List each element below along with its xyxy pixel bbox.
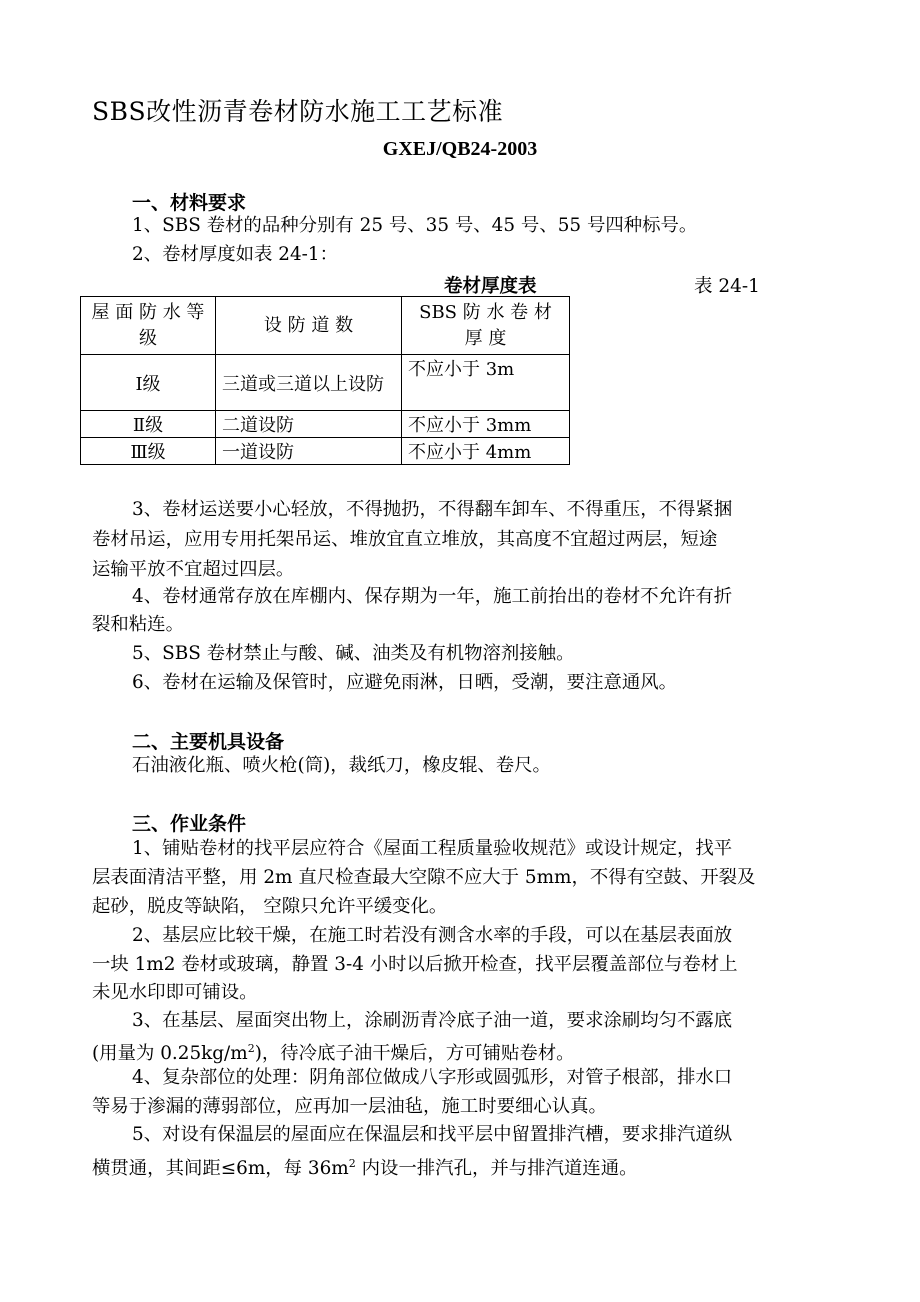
paragraph-line: 未见水印即可铺设。 — [92, 982, 258, 1003]
table-row — [81, 411, 570, 438]
document-title: SBS改性沥青卷材防水施工工艺标准 — [92, 97, 504, 126]
table-cell: Ⅲ级 — [81, 438, 216, 465]
table-number: 表 24-1 — [694, 276, 760, 297]
paragraph-line: 5、对设有保温层的屋面应在保温层和找平层中留置排汽槽，要求排汽道纵 — [132, 1124, 733, 1145]
paragraph-line: 4、复杂部位的处理：阴角部位做成八字形或圆弧形，对管子根部，排水口 — [132, 1067, 733, 1088]
table-cell: 三道或三道以上设防 — [216, 355, 402, 411]
text-run: (用量为 0.25kg/m — [92, 1043, 248, 1065]
section-heading-materials: 一、材料要求 — [132, 192, 247, 214]
paragraph-line: 2、卷材厚度如表 24-1： — [132, 244, 338, 265]
paragraph-line: 等易于渗漏的薄弱部位，应再加一层油毡，施工时要细心认真。 — [92, 1096, 607, 1117]
table-cell: 一道设防 — [216, 438, 402, 465]
section-heading-conditions: 三、作业条件 — [132, 813, 247, 835]
paragraph-line: 起砂，脱皮等缺陷， 空隙只允许平缓变化。 — [92, 896, 448, 917]
table-caption: 卷材厚度表 — [444, 276, 537, 297]
table-cell: Ⅱ级 — [81, 411, 216, 438]
table-header-cell: 设 防 道 数 — [216, 297, 402, 355]
paragraph-line: 1、铺贴卷材的找平层应符合《屋面工程质量验收规范》或设计规定，找平 — [132, 838, 733, 859]
paragraph-line: 层表面清洁平整，用 2m 直尺检查最大空隙不应大于 5mm，不得有空鼓、开裂及 — [92, 867, 756, 888]
thickness-table — [80, 296, 570, 465]
paragraph-line: 一块 1m2 卷材或玻璃，静置 3-4 小时以后掀开检查，找平层覆盖部位与卷材上 — [92, 954, 738, 975]
table-row — [81, 355, 570, 411]
table-cell: 不应小于 4mm — [402, 438, 570, 465]
paragraph-line: 1、SBS 卷材的品种分别有 25 号、35 号、45 号、55 号四种标号。 — [132, 215, 698, 236]
text-run: 横贯通，其间距≤6m，每 36m — [92, 1158, 349, 1180]
text-run: )，待冷底子油干燥后，方可铺贴卷材。 — [254, 1043, 575, 1065]
paragraph-line — [92, 1149, 637, 1184]
table-header-cell: 屋 面 防 水 等 级 — [81, 297, 216, 355]
table-cell: 不应小于 3mm — [402, 411, 570, 438]
paragraph-line: 3、卷材运送要小心轻放，不得抛扔，不得翻车卸车、不得重压，不得紧捆 — [132, 499, 733, 520]
paragraph-line: 5、SBS 卷材禁止与酸、碱、油类及有机物溶剂接触。 — [132, 643, 575, 664]
table-header-row — [81, 297, 570, 355]
table-cell: 二道设防 — [216, 411, 402, 438]
text-run: 内设一排汽孔，并与排汽道连通。 — [355, 1158, 638, 1180]
paragraph-line: 4、卷材通常存放在库棚内、保存期为一年，施工前抬出的卷材不允许有折 — [132, 586, 733, 607]
paragraph-line: 裂和粘连。 — [92, 614, 184, 635]
paragraph-line: 卷材吊运，应用专用托架吊运、堆放宜直立堆放，其高度不宜超过两层，短途 — [92, 529, 718, 550]
superscript: 2 — [348, 1157, 356, 1170]
table-row — [81, 438, 570, 465]
superscript: 2 — [247, 1042, 255, 1055]
document-code: GXEJ/QB24-2003 — [382, 138, 538, 160]
table-cell: 不应小于 3m — [402, 355, 570, 411]
table-header-cell: SBS 防 水 卷 材 厚 度 — [402, 297, 570, 355]
paragraph-line: 石油液化瓶、喷火枪(筒)，裁纸刀，橡皮辊、卷尺。 — [132, 755, 551, 776]
paragraph-line: 运输平放不宜超过四层。 — [92, 559, 295, 580]
paragraph-line: 2、基层应比较干燥，在施工时若没有测含水率的手段，可以在基层表面放 — [132, 925, 733, 946]
section-heading-equipment: 二、主要机具设备 — [132, 731, 285, 753]
paragraph-line: 6、卷材在运输及保管时，应避免雨淋，日晒，受潮，要注意通风。 — [132, 672, 678, 693]
paragraph-line: 3、在基层、屋面突出物上，涂刷沥青冷底子油一道，要求涂刷均匀不露底 — [132, 1010, 733, 1031]
table-cell: Ⅰ级 — [81, 355, 216, 411]
